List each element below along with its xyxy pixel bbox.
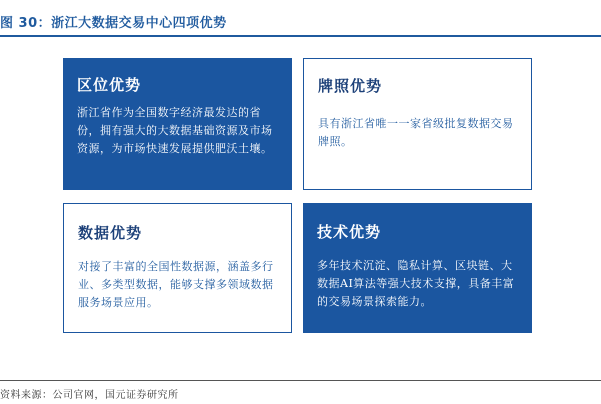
title-divider xyxy=(0,35,601,37)
card-body: 具有浙江省唯一一家省级批复数据交易牌照。 xyxy=(318,117,514,148)
card-data-advantage xyxy=(63,203,292,333)
card-heading: 区位优势 xyxy=(77,76,142,94)
card-body: 浙江省作为全国数字经济最发达的省份，拥有强大的大数据基础资源及市场资源，为市场快速发展提供肥沃土壤。 xyxy=(77,106,273,155)
card-location-advantage xyxy=(63,58,292,190)
figure-title: 图 30：浙江大数据交易中心四项优势 xyxy=(0,16,227,31)
card-technology-advantage xyxy=(303,203,532,333)
card-license-advantage xyxy=(303,58,532,190)
card-body: 对接了丰富的全国性数据源，涵盖多行业、多类型数据，能够支撑多领域数据服务场景应用。 xyxy=(78,260,274,309)
source-divider xyxy=(0,380,601,381)
card-heading: 技术优势 xyxy=(317,223,382,241)
card-heading: 数据优势 xyxy=(78,224,143,242)
card-heading: 牌照优势 xyxy=(318,77,383,95)
card-body: 多年技术沉淀、隐私计算、区块链、大数据AI算法等强大技术支撑，具备丰富的交易场景探索能力。 xyxy=(317,259,515,308)
source-note: 资料来源：公司官网，国元证券研究所 xyxy=(0,390,179,401)
